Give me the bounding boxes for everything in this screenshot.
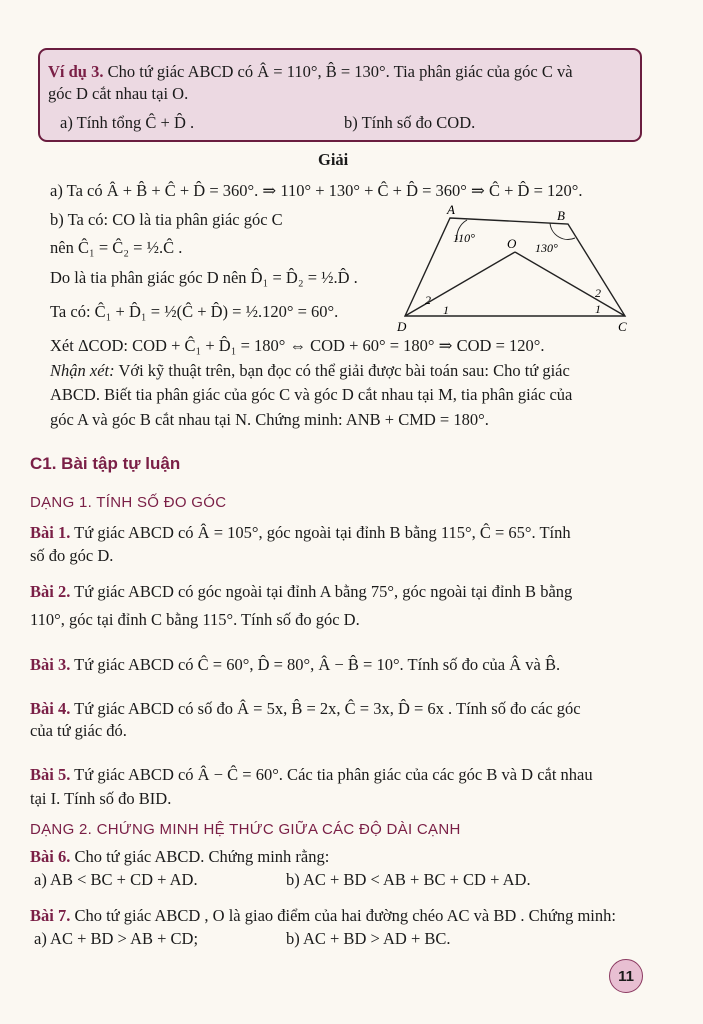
bai6-text: Cho tứ giác ABCD. Chứng minh rằng: [74,847,330,866]
bai4-line1 [30,699,581,719]
dang2-heading: DẠNG 2. CHỨNG MINH HỆ THỨC GIỮA CÁC ĐỘ DÀI CẠNH [30,821,461,838]
bai5-label: Bài 5. [30,765,71,784]
note-line3: góc A và góc B cắt nhau tại N. Chứng minh: ANB + CMD = 180°. [50,410,489,429]
solution-line4: Do là tia phân giác góc D nên D̂₁ = D̂₂ = ½.D̂ . [50,268,358,287]
bai1-line2: số đo góc D. [30,546,114,565]
angle-c2-label: 2 [595,286,601,300]
bai4-text1: Tứ giác ABCD có số đo Â = 5x, B̂ = 2x, Ĉ = 3x, D̂ = 6x . Tính số đo các góc [74,699,581,718]
bai2-line1 [30,582,572,602]
bai6-part-a: a) AB < BC + CD + AD. [34,870,198,889]
solution-title: Giải [318,150,349,169]
bai7-part-b: b) AC + BD > AD + BC. [286,929,451,948]
bai7-text: Cho tứ giác ABCD , O là giao điểm của hai đường chéo AC và BD . Chứng minh: [74,906,616,925]
label-o: O [507,236,517,251]
angle-c1-label: 1 [595,302,601,316]
bai1-text1: Tứ giác ABCD có Â = 105°, góc ngoài tại đỉnh B bằng 115°, Ĉ = 65°. Tính [74,523,571,542]
bisector-co [515,252,625,316]
note-line1 [50,361,570,381]
solution-line1: a) Ta có Â + B̂ + Ĉ + D̂ = 360°. ⇒ 110° + 130° + Ĉ + D̂ = 360° ⇒ Ĉ + D̂ = 120°. [50,181,583,200]
bai6-line [30,847,329,867]
bai1-label: Bài 1. [30,523,71,542]
label-a: A [447,202,455,217]
label-d: D [397,319,407,334]
note-text1: Với kỹ thuật trên, bạn đọc có thể giải được bài toán sau: Cho tứ giác [118,361,570,380]
c1-heading: C1. Bài tập tự luận [30,454,181,473]
note-line2: ABCD. Biết tia phân giác của góc C và góc D cắt nhau tại M, tia phân giác của [50,385,573,404]
angle-arc-b [550,223,575,239]
angle-a-label: 110° [453,231,475,245]
bai3-text: Tứ giác ABCD có Ĉ = 60°, D̂ = 80°, Â − B̂ = 10°. Tính số đo của Â và B̂. [74,655,561,674]
solution-line2: b) Ta có: CO là tia phân giác góc C [50,210,283,229]
angle-d2-label: 2 [425,293,431,307]
bai6-label: Bài 6. [30,847,71,866]
label-b: B [557,208,565,223]
bai7-part-a: a) AC + BD > AB + CD; [34,929,199,948]
page-number-badge: 11 [609,959,643,993]
quadrilateral-outline [405,218,625,316]
example-title: Ví dụ 3. [48,62,104,81]
example-part-a: a) Tính tổng Ĉ + D̂ . [60,113,195,132]
bisector-do [405,252,515,316]
bai5-line1 [30,765,593,785]
example-line2: góc D cắt nhau tại O. [48,84,189,103]
bai5-text1: Tứ giác ABCD có Â − Ĉ = 60°. Các tia phân giác của các góc B và D cắt nhau [74,765,593,784]
bai2-line2: 110°, góc tại đỉnh C bằng 115°. Tính số đo góc D. [30,610,360,629]
quadrilateral-figure [395,200,640,335]
bai3-line [30,655,560,675]
bai7-line [30,906,616,926]
bai6-part-b: b) AC + BD < AB + BC + CD + AD. [286,870,531,889]
bai4-line2: của tứ giác đó. [30,721,127,740]
note-label: Nhận xét: [50,361,115,380]
solution-line3: nên Ĉ₁ = Ĉ₂ = ½.Ĉ . [50,238,183,257]
bai2-text1: Tứ giác ABCD có góc ngoài tại đỉnh A bằng 75°, góc ngoài tại đỉnh B bằng [74,582,573,601]
label-c: C [618,319,627,334]
bai1-line1 [30,523,571,543]
bai2-label: Bài 2. [30,582,71,601]
dang1-heading: DẠNG 1. TÍNH SỐ ĐO GÓC [30,494,227,511]
solution-line5: Ta có: Ĉ₁ + D̂₁ = ½(Ĉ + D̂) = ½.120° = 60°. [50,302,339,321]
bai7-label: Bài 7. [30,906,71,925]
bai3-label: Bài 3. [30,655,71,674]
bai5-line2: tại I. Tính số đo BID. [30,789,172,808]
angle-d1-label: 1 [443,303,449,317]
example-text1: Cho tứ giác ABCD có Â = 110°, B̂ = 130°. Tia phân giác của góc C và [107,62,573,81]
example-part-b: b) Tính số đo COD. [344,113,476,132]
bai4-label: Bài 4. [30,699,71,718]
angle-b-label: 130° [535,241,558,255]
example-line1 [48,62,573,82]
solution-line6: Xét ΔCOD: COD + Ĉ₁ + D̂₁ = 180° ⇔ COD + 60° = 180° ⇒ COD = 120°. [50,336,545,355]
